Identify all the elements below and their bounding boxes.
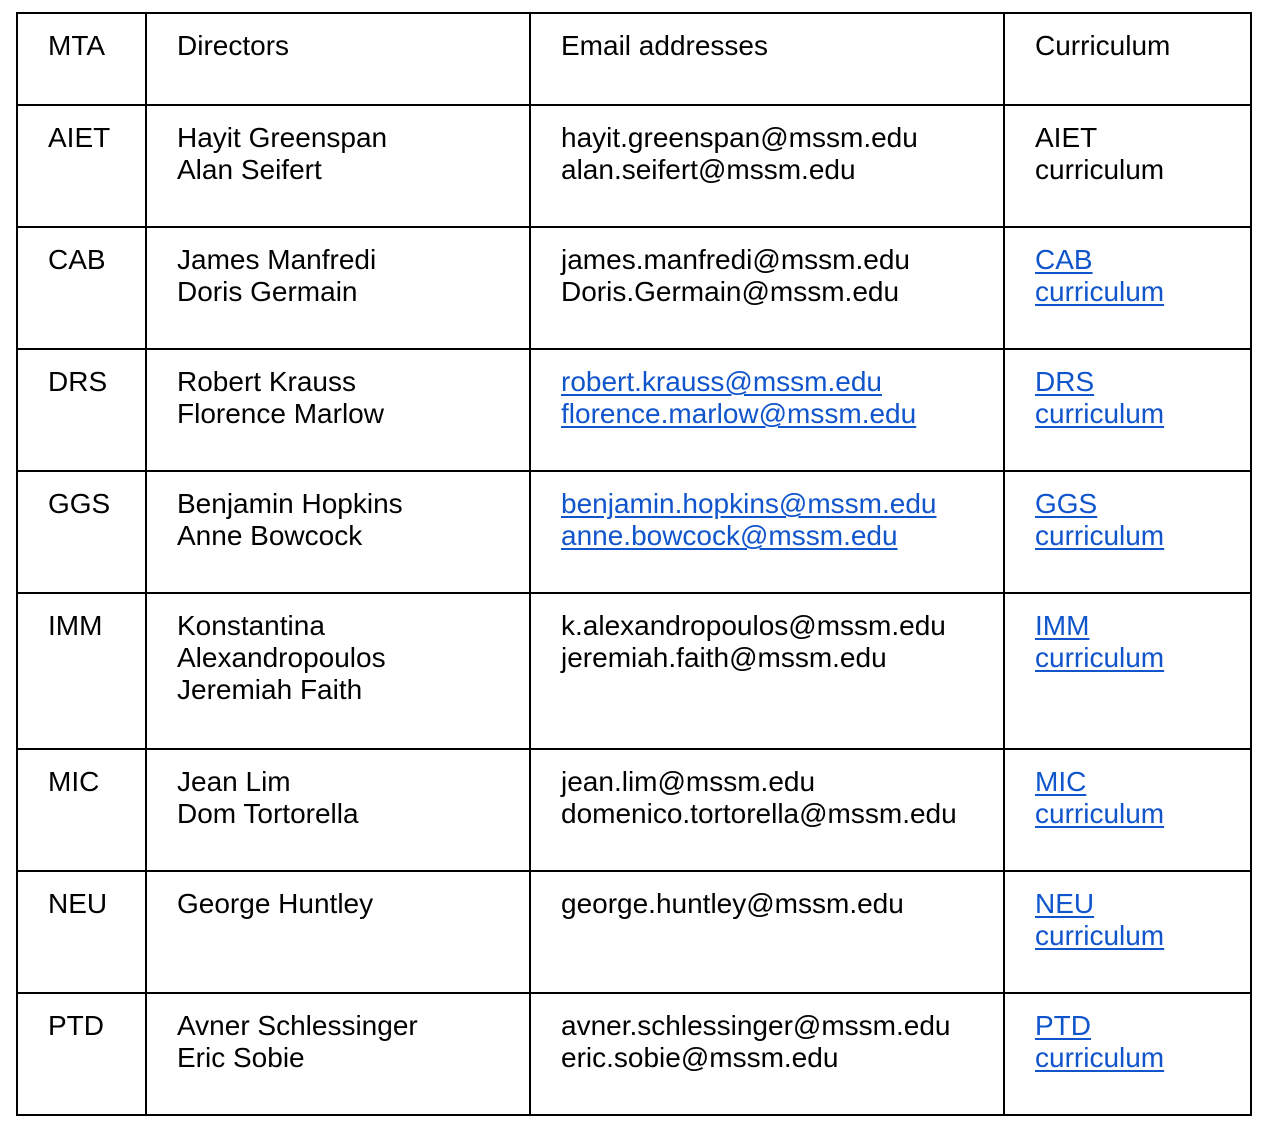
email-link[interactable]: anne.bowcock@mssm.edu bbox=[561, 520, 898, 551]
email-address: james.manfredi@mssm.edu bbox=[561, 244, 910, 275]
email-address: domenico.tortorella@mssm.edu bbox=[561, 798, 957, 829]
director-name: James Manfredi bbox=[177, 244, 377, 275]
email-address: alan.seifert@mssm.edu bbox=[561, 154, 856, 185]
director-name: Dom Tortorella bbox=[177, 798, 359, 829]
curriculum-cell bbox=[1004, 871, 1251, 993]
director-name: George Huntley bbox=[177, 888, 374, 919]
mta-code: CAB bbox=[48, 244, 106, 275]
curriculum-cell bbox=[1004, 227, 1251, 349]
mta-code: DRS bbox=[48, 366, 108, 397]
curriculum-link[interactable]: MIC bbox=[1035, 766, 1087, 797]
directors-cell bbox=[146, 871, 530, 993]
table-row bbox=[17, 471, 1251, 593]
table-row bbox=[17, 227, 1251, 349]
curriculum-cell bbox=[1004, 349, 1251, 471]
mta-code: PTD bbox=[48, 1010, 104, 1041]
curriculum-link[interactable]: DRS bbox=[1035, 366, 1095, 397]
emails-cell bbox=[530, 749, 1004, 871]
email-address: k.alexandropoulos@mssm.edu bbox=[561, 610, 946, 641]
director-name: Konstantina bbox=[177, 610, 325, 641]
emails-cell bbox=[530, 593, 1004, 749]
curriculum-link[interactable]: GGS bbox=[1035, 488, 1098, 519]
table-row bbox=[17, 349, 1251, 471]
table-row bbox=[17, 593, 1251, 749]
email-address: jean.lim@mssm.edu bbox=[561, 766, 816, 797]
curriculum-cell bbox=[1004, 749, 1251, 871]
mta-cell bbox=[17, 227, 146, 349]
mta-code: NEU bbox=[48, 888, 108, 919]
table-row bbox=[17, 993, 1251, 1115]
directors-cell bbox=[146, 993, 530, 1115]
curriculum-cell bbox=[1004, 993, 1251, 1115]
mta-cell bbox=[17, 749, 146, 871]
curriculum-link[interactable]: curriculum bbox=[1035, 798, 1165, 829]
curriculum-link[interactable]: IMM bbox=[1035, 610, 1090, 641]
director-name: Alexandropoulos bbox=[177, 642, 386, 673]
mta-cell bbox=[17, 993, 146, 1115]
curriculum-cell bbox=[1004, 471, 1251, 593]
mta-cell bbox=[17, 349, 146, 471]
curriculum-link[interactable]: curriculum bbox=[1035, 276, 1165, 307]
director-name: Florence Marlow bbox=[177, 398, 384, 429]
header-mta: MTA bbox=[17, 13, 146, 105]
directors-cell bbox=[146, 471, 530, 593]
director-name: Eric Sobie bbox=[177, 1042, 305, 1073]
mta-code: GGS bbox=[48, 488, 111, 519]
email-link[interactable]: benjamin.hopkins@mssm.edu bbox=[561, 488, 937, 519]
mta-cell bbox=[17, 871, 146, 993]
curriculum-link[interactable]: curriculum bbox=[1035, 642, 1165, 673]
curriculum-text: AIET bbox=[1035, 122, 1098, 153]
directors-cell bbox=[146, 227, 530, 349]
curriculum-link[interactable]: curriculum bbox=[1035, 398, 1165, 429]
curriculum-link[interactable]: PTD bbox=[1035, 1010, 1091, 1041]
header-curriculum: Curriculum bbox=[1004, 13, 1251, 105]
email-link[interactable]: robert.krauss@mssm.edu bbox=[561, 366, 882, 397]
email-address: george.huntley@mssm.edu bbox=[561, 888, 904, 919]
emails-cell bbox=[530, 105, 1004, 227]
emails-cell bbox=[530, 349, 1004, 471]
email-address: Doris.Germain@mssm.edu bbox=[561, 276, 900, 307]
header-directors: Directors bbox=[146, 13, 530, 105]
table-row bbox=[17, 871, 1251, 993]
emails-cell bbox=[530, 227, 1004, 349]
emails-cell bbox=[530, 993, 1004, 1115]
mta-code: AIET bbox=[48, 122, 111, 153]
director-name: Anne Bowcock bbox=[177, 520, 363, 551]
director-name: Hayit Greenspan bbox=[177, 122, 388, 153]
email-address: jeremiah.faith@mssm.edu bbox=[561, 642, 887, 673]
directors-cell bbox=[146, 349, 530, 471]
curriculum-link[interactable]: NEU bbox=[1035, 888, 1095, 919]
email-address: hayit.greenspan@mssm.edu bbox=[561, 122, 918, 153]
table-row bbox=[17, 105, 1251, 227]
curriculum-cell bbox=[1004, 105, 1251, 227]
email-address: avner.schlessinger@mssm.edu bbox=[561, 1010, 951, 1041]
mta-cell bbox=[17, 471, 146, 593]
curriculum-link[interactable]: CAB bbox=[1035, 244, 1093, 275]
emails-cell bbox=[530, 471, 1004, 593]
director-name: Robert Krauss bbox=[177, 366, 356, 397]
curriculum-link[interactable]: curriculum bbox=[1035, 520, 1165, 551]
director-name: Alan Seifert bbox=[177, 154, 322, 185]
mta-code: IMM bbox=[48, 610, 103, 641]
directors-cell bbox=[146, 749, 530, 871]
director-name: Benjamin Hopkins bbox=[177, 488, 403, 519]
director-name: Doris Germain bbox=[177, 276, 358, 307]
curriculum-cell bbox=[1004, 593, 1251, 749]
mta-code: MIC bbox=[48, 766, 100, 797]
table-row bbox=[17, 749, 1251, 871]
directors-cell bbox=[146, 593, 530, 749]
header-emails: Email addresses bbox=[530, 13, 1004, 105]
mta-cell bbox=[17, 593, 146, 749]
email-address: eric.sobie@mssm.edu bbox=[561, 1042, 839, 1073]
emails-cell bbox=[530, 871, 1004, 993]
directors-cell bbox=[146, 105, 530, 227]
curriculum-text: curriculum bbox=[1035, 154, 1165, 185]
curriculum-link[interactable]: curriculum bbox=[1035, 1042, 1165, 1073]
director-name: Jeremiah Faith bbox=[177, 674, 363, 705]
curriculum-link[interactable]: curriculum bbox=[1035, 920, 1165, 951]
header-row bbox=[17, 13, 1251, 105]
mta-directors-table bbox=[16, 12, 1252, 1116]
director-name: Avner Schlessinger bbox=[177, 1010, 418, 1041]
mta-cell bbox=[17, 105, 146, 227]
director-name: Jean Lim bbox=[177, 766, 291, 797]
email-link[interactable]: florence.marlow@mssm.edu bbox=[561, 398, 917, 429]
